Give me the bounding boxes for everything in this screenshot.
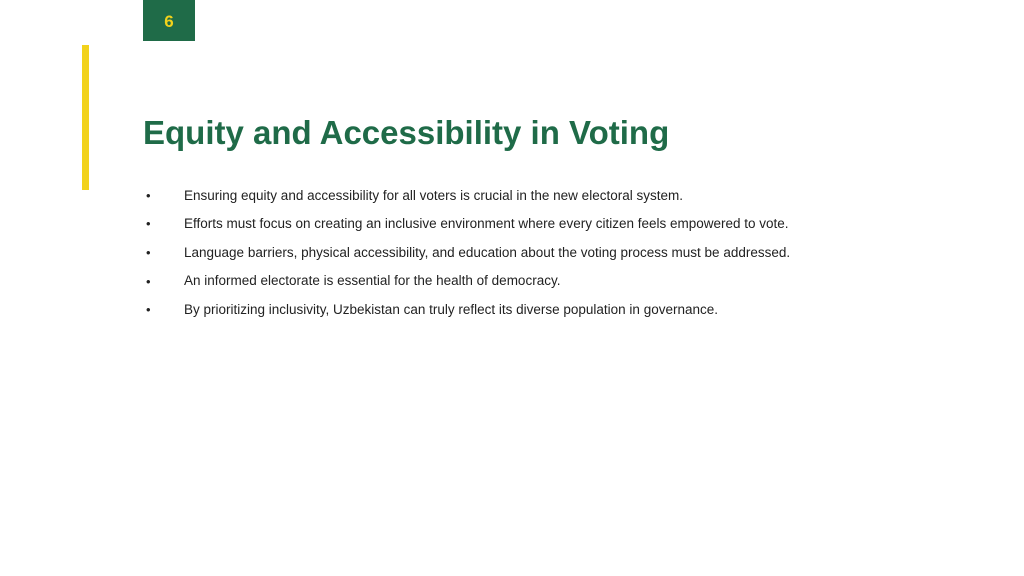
bullet-icon: • bbox=[146, 187, 151, 203]
bullet-text: Ensuring equity and accessibility for all voters is crucial in the new electoral system. bbox=[184, 187, 683, 203]
accent-bar bbox=[82, 45, 89, 190]
bullet-item bbox=[143, 181, 1003, 210]
bullet-text: Efforts must focus on creating an inclusive environment where every citizen feels empowered to vote. bbox=[184, 216, 789, 232]
bullet-item bbox=[143, 295, 1003, 324]
page-number: 6 bbox=[164, 12, 174, 31]
bullet-item bbox=[143, 267, 1003, 296]
bullet-text: By prioritizing inclusivity, Uzbekistan can truly reflect its diverse population in governance. bbox=[184, 301, 718, 317]
bullet-text: Language barriers, physical accessibility, and education about the voting process must be addressed. bbox=[184, 244, 791, 260]
page-number-badge bbox=[143, 0, 195, 41]
bullet-icon: • bbox=[146, 216, 151, 232]
bullet-list bbox=[143, 181, 1003, 324]
bullet-text: An informed electorate is essential for the health of democracy. bbox=[184, 273, 561, 289]
bullet-icon: • bbox=[146, 273, 151, 289]
slide-title: Equity and Accessibility in Voting bbox=[143, 114, 670, 151]
bullet-item bbox=[143, 210, 1003, 239]
bullet-icon: • bbox=[146, 302, 151, 318]
bullet-icon: • bbox=[146, 244, 151, 260]
bullet-item bbox=[143, 238, 1003, 267]
